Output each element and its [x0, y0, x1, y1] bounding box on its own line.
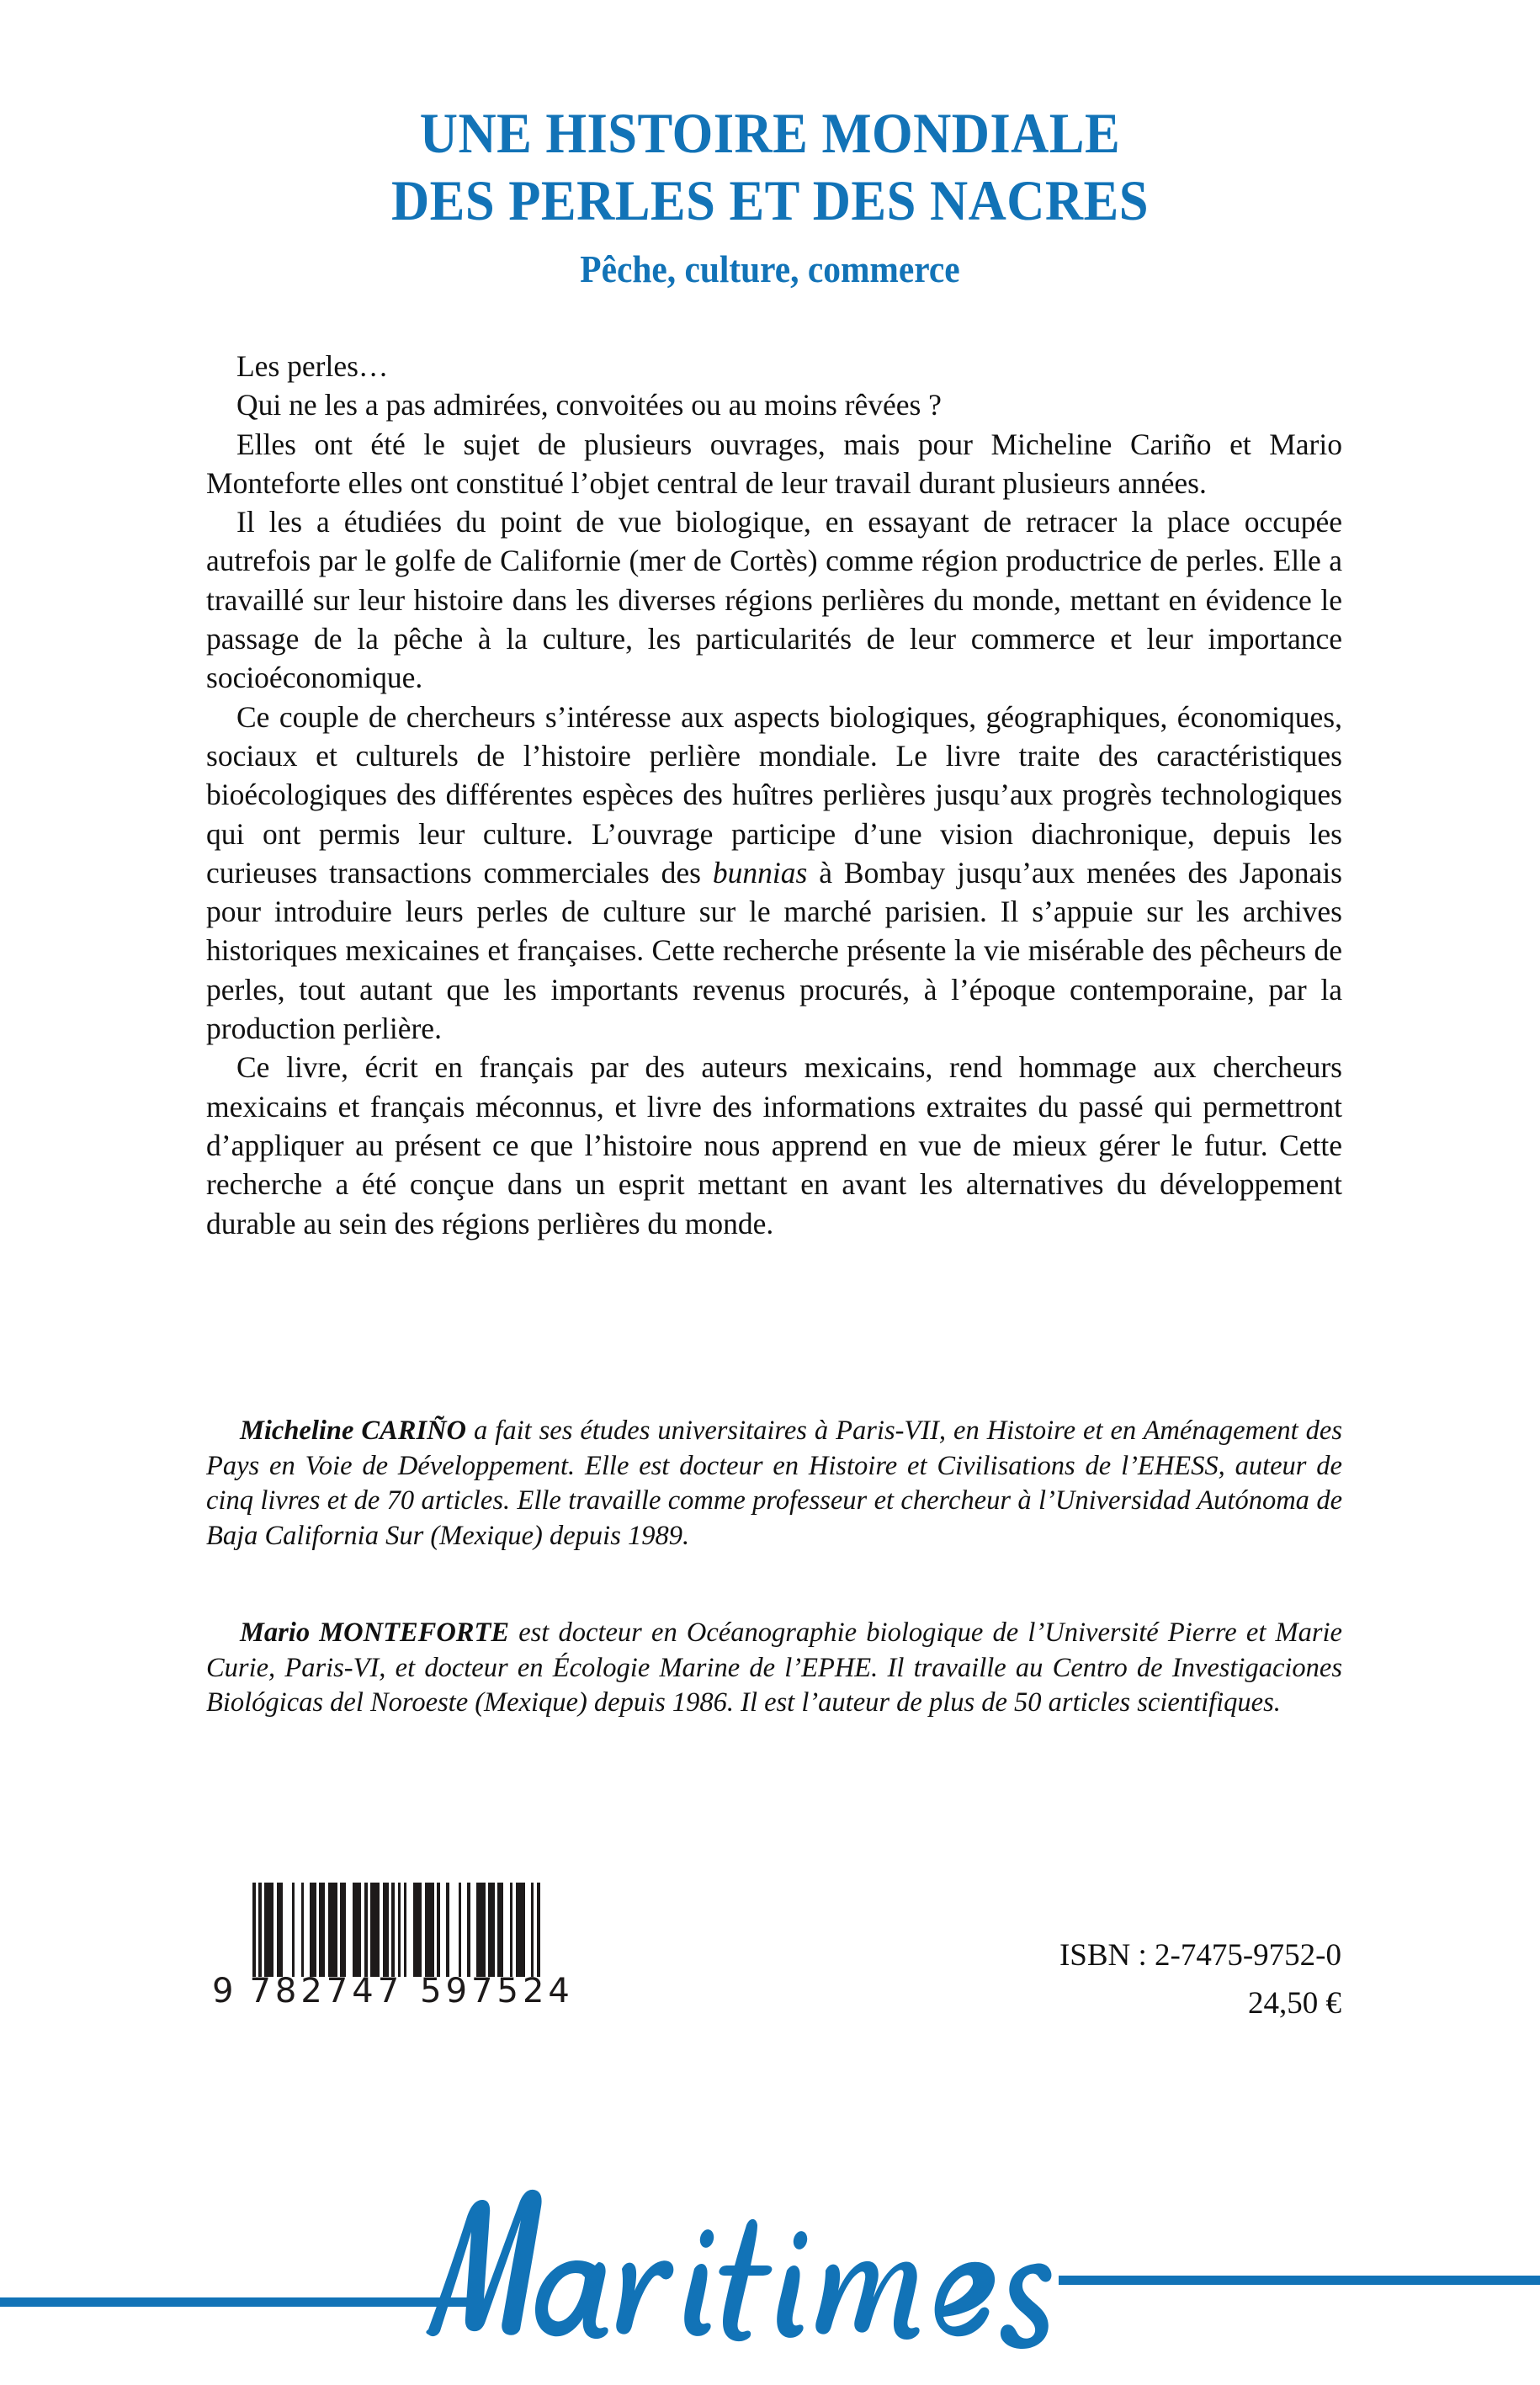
barcode-bar	[383, 1883, 389, 1977]
blurb-paragraph-4: Il les a étudiées du point de vue biologique, en essayant de retracer la place occupée autrefois par le golfe de Californie (mer de Cortès) comme région productrice de perles. Elle a travaillé sur leur histoire dans les diverses régions perlières du monde, mettant en évidence le passage de la pêche à la culture, les particularités de leur commerce et leur importance socioéconomique.	[206, 505, 1342, 695]
author-bio-text-monteforte: est docteur en Océanographie biologique de l’Université Pierre et Marie Curie, Paris-VI, et docteur en Écologie Marine de l’EPHE. Il travaille au Centro de Investigaciones Biológicas del Noroeste (Mexique) depuis 1986. Il est l’auteur de plus de 50 articles scientifiques.	[206, 1617, 1342, 1718]
price-line: 24,50 €	[1248, 1986, 1341, 2021]
blurb-paragraph-3: Elles ont été le sujet de plusieurs ouvrages, mais pour Micheline Cariño et Mario Monteforte elles ont constitué l’objet central de leur travail durant plusieurs années.	[206, 427, 1342, 500]
author-bio-text-carino: a fait ses études universitaires à Paris-VII, en Histoire et en Aménagement des Pays en Voie de Développement. Elle est docteur en Histoire et Civilisations de l’EHESS, auteur de cinq livres et de 70 articles. Elle travaille comme professeur et chercheur à l’Universidad Autónoma de Baja California Sur (Mexique) depuis 1989.	[206, 1416, 1342, 1551]
barcode-bar	[476, 1883, 486, 1977]
publisher-logo-area	[0, 2188, 1540, 2385]
blurb-paragraph-5	[206, 698, 1342, 1049]
barcode-bar	[413, 1883, 422, 1977]
barcode-bar	[264, 1883, 273, 1977]
barcode-bar	[470, 1883, 476, 1977]
barcode-digits	[212, 1972, 574, 2011]
barcode-lead-digit: 9	[212, 1972, 238, 2011]
blurb-paragraph-2: Qui ne les a pas admirées, convoitées ou au moins rêvées ?	[236, 388, 942, 422]
back-cover-blurb	[206, 347, 1342, 1243]
barcode-bar	[537, 1883, 540, 1977]
book-subtitle: Pêche, culture, commerce	[580, 247, 960, 290]
book-title-line-1: UNE HISTOIRE MONDIALE	[419, 101, 1121, 165]
barcode-bar	[488, 1883, 494, 1977]
logo-rule-left	[0, 2297, 473, 2307]
barcode-bar	[497, 1883, 503, 1977]
author-name-carino: Micheline CARIÑO	[240, 1416, 467, 1446]
barcode-bar	[370, 1883, 380, 1977]
barcode-bar	[283, 1883, 292, 1977]
barcode-bar	[295, 1883, 300, 1977]
barcode-bar	[406, 1883, 412, 1977]
barcode-bar	[277, 1883, 283, 1977]
barcode-right-group: 597524	[420, 1972, 574, 2011]
barcode-bar	[425, 1883, 434, 1977]
blurb-p5-italic-term: bunnias	[712, 855, 808, 890]
author-bio-monteforte	[206, 1616, 1342, 1721]
blurb-paragraph-1: Les perles…	[236, 349, 389, 383]
barcode-bar	[516, 1883, 525, 1977]
barcode-bar	[449, 1883, 459, 1977]
book-title-line-2: DES PERLES ET DES NACRES	[391, 168, 1149, 232]
barcode-bar	[304, 1883, 310, 1977]
barcode-bar	[461, 1883, 467, 1977]
ean13-barcode-icon	[252, 1883, 566, 1977]
blurb-p5-part-a: Ce couple de chercheurs s’intéresse aux aspects biologiques, géographiques, économiques, sociaux et culturels de l’histoire perlière mondiale. Le livre traite des caractéristiques bioécologiques des différentes espèces des huîtres perlières jusqu’aux progrès technologiques qui ont permis leur culture. L’ouvrage participe d’une vision diachronique, depuis les curieuses transactions commerciales des	[206, 699, 1342, 890]
isbn-price-block	[1059, 1931, 1341, 2027]
barcode-bar	[503, 1883, 509, 1977]
author-name-monteforte: Mario MONTEFORTE	[240, 1617, 510, 1648]
author-bio-carino	[206, 1414, 1342, 1554]
barcode-bar	[310, 1883, 316, 1977]
barcode-bar	[440, 1883, 446, 1977]
logo-rule-right	[1059, 2276, 1540, 2285]
blurb-p5-part-b: à Bombay jusqu’aux menées des Japonais pour introduire leurs perles de culture sur le marché parisien. Il s’appuie sur les archives historiques mexicaines et françaises. Cette recherche présente la vie misérable des pêcheurs de perles, tout autant que les importants revenus procurés, à l’époque contemporaine, par la production perlière.	[206, 855, 1342, 1046]
barcode-block	[212, 1883, 574, 2011]
barcode-bar	[328, 1883, 337, 1977]
barcode-bar	[525, 1883, 531, 1977]
title-block	[0, 99, 1540, 293]
isbn-line: ISBN : 2-7475-9752-0	[1059, 1938, 1341, 1973]
barcode-bar	[346, 1883, 352, 1977]
barcode-bar	[319, 1883, 325, 1977]
blurb-paragraph-6: Ce livre, écrit en français par des auteurs mexicains, rend hommage aux chercheurs mexicains et français méconnus, et livre des informations extraites du passé qui permettront d’appliquer au présent ce que l’histoire nous apprend en vue de mieux gérer le futur. Cette recherche a été conçue dans un esprit mettant en avant les alternatives du développement durable au sein des régions perlières du monde.	[206, 1050, 1342, 1240]
maritimes-logo-icon	[417, 2181, 1090, 2350]
barcode-bar	[353, 1883, 362, 1977]
barcode-bar	[340, 1883, 346, 1977]
barcode-left-group: 782747	[249, 1972, 404, 2011]
